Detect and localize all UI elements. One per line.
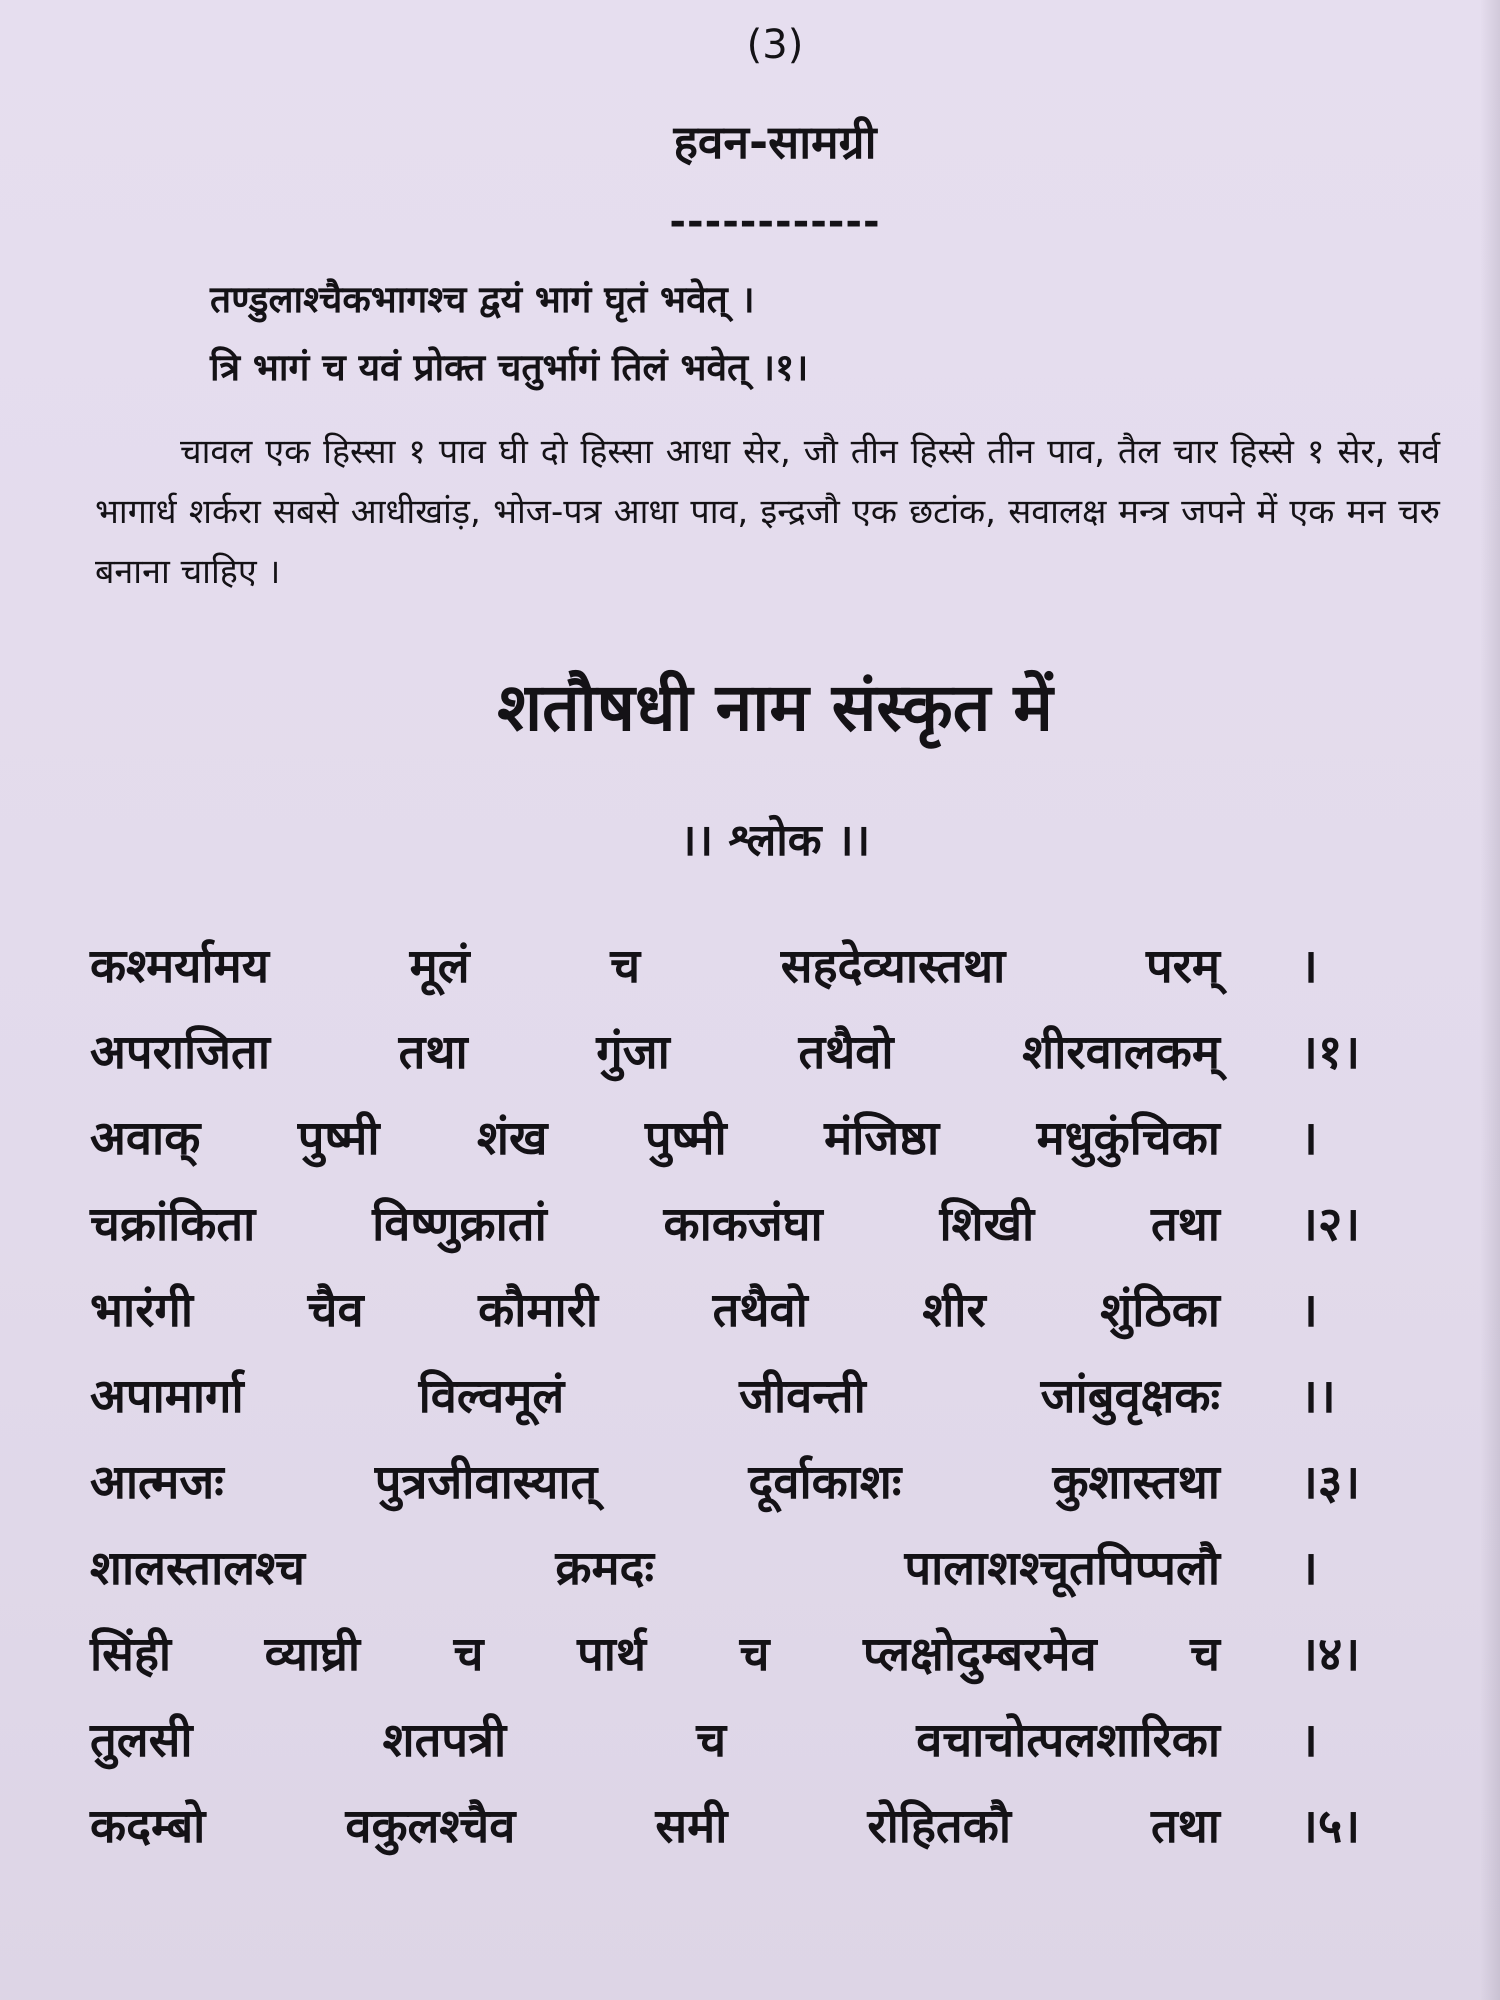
verse-text [90, 1276, 1220, 1340]
shloka-heading: ।। श्लोक ।। [679, 815, 871, 866]
verse-line [90, 1362, 1430, 1448]
verse-word: प्लक्षोदुम्बरमेव [862, 1627, 1097, 1682]
verse-word: मधुकुंचिका [1036, 1111, 1220, 1166]
verse-line [90, 1706, 1430, 1792]
short-shloka-line-2: त्रि भागं च यवं प्रोक्त चतुर्भागं तिलं भवेत् ।१। [210, 346, 809, 389]
verse-line [90, 1620, 1430, 1706]
verse-text [90, 1706, 1220, 1770]
verse-number-mark: । [1300, 1111, 1318, 1166]
verse-word: अवाक् [90, 1111, 201, 1166]
verse-word: वकुलश्चैव [345, 1799, 516, 1854]
verse-word: शतपत्री [382, 1713, 507, 1768]
verse-word: क्रमदः [555, 1541, 655, 1596]
verse-line [90, 1018, 1430, 1104]
verse-line [90, 932, 1430, 1018]
verse-text [90, 1620, 1220, 1684]
verse-number-mark: । [1300, 939, 1318, 994]
verse-word: जीवन्ती [739, 1369, 866, 1424]
verse-word: व्याघ्री [264, 1627, 361, 1682]
verse-word: सिंही [90, 1627, 172, 1682]
verse-line [90, 1448, 1430, 1534]
verse-word: पालाशश्चूतपिप्पलौ [904, 1541, 1220, 1596]
verse-word: वचाचोत्पलशारिका [916, 1713, 1220, 1768]
verse-line [90, 1534, 1430, 1620]
verse-word: च [1190, 1627, 1220, 1682]
verse-text [90, 1448, 1220, 1512]
page-edge-shadow [1480, 0, 1500, 2000]
verse-word: चैव [307, 1283, 364, 1338]
verse-number-mark: । [1300, 1713, 1318, 1768]
verse-text [90, 1362, 1220, 1426]
verse-word: च [739, 1627, 770, 1682]
verse-word: काकजंघा [663, 1197, 823, 1252]
verse-word: च [696, 1713, 727, 1768]
verse-text [90, 1104, 1220, 1168]
title-divider: ------------ [669, 199, 881, 245]
verse-number-mark: ।२। [1300, 1197, 1361, 1252]
verse-word: शीर [922, 1283, 986, 1338]
verse-number-mark: ।१। [1300, 1025, 1361, 1080]
verse-word: पुष्मी [644, 1111, 727, 1166]
verse-number-mark: ।४। [1300, 1627, 1361, 1682]
verse-word: शंख [477, 1111, 548, 1166]
verse-line [90, 1276, 1430, 1362]
verse-line [90, 1190, 1430, 1276]
page-number: (3) [746, 22, 804, 68]
main-heading: शतौषधी नाम संस्कृत में [497, 669, 1053, 746]
verse-word: आत्मजः [90, 1455, 224, 1510]
verse-number-mark: ।३। [1300, 1455, 1361, 1510]
verse-word: विल्वमूलं [418, 1369, 565, 1424]
verse-number-mark: । [1300, 1283, 1318, 1338]
verse-word: पार्थ [577, 1627, 646, 1682]
verse-word: मूलं [409, 939, 470, 994]
verse-word: कदम्बो [90, 1799, 206, 1854]
verse-text [90, 1190, 1220, 1254]
verse-word: दूर्वाकाशः [748, 1455, 902, 1510]
verse-word: पुष्मी [297, 1111, 380, 1166]
verse-number-mark: । [1300, 1541, 1318, 1596]
verse-word: अपराजिता [90, 1025, 271, 1080]
verse-text [90, 1534, 1220, 1598]
verse-word: शीरवालकम् [1022, 1025, 1220, 1080]
verse-word: च [610, 939, 641, 994]
section-title: हवन-सामग्री [673, 115, 877, 169]
verse-word: शुंठिका [1100, 1283, 1220, 1338]
verse-word: तथा [1150, 1799, 1220, 1854]
verse-word: तथैवो [798, 1025, 894, 1080]
verse-line [90, 1792, 1430, 1878]
verse-word: अपामार्गा [90, 1369, 244, 1424]
verse-word: भारंगी [90, 1283, 194, 1338]
verse-word: तुलसी [90, 1713, 193, 1768]
verse-word: पुत्रजीवास्यात् [374, 1455, 598, 1510]
short-shloka-line-1: तण्डुलाश्चैकभागश्च द्वयं भागं घृतं भवेत् । [210, 278, 755, 321]
verse-text [90, 1792, 1220, 1856]
verse-word: सहदेव्यास्तथा [780, 939, 1006, 994]
verse-word: कुशास्तथा [1052, 1455, 1220, 1510]
verse-word: शिखी [939, 1197, 1035, 1252]
verse-word: तथा [398, 1025, 468, 1080]
prose-paragraph: चावल एक हिस्सा १ पाव घी दो हिस्सा आधा सेर, जौ तीन हिस्से तीन पाव, तैल चार हिस्से १ सेर, सर्व भागार्ध शर्करा सबसे आधीखांड़, भोज-पत्र आधा पाव, इन्द्रजौ एक छटांक, सवालक्ष मन्त्र जपने में एक मन चरु बनाना चाहिए । [95, 432, 1440, 592]
verse-text [90, 1018, 1220, 1082]
verse-word: समी [655, 1799, 728, 1854]
verse-word: कश्मर्यामय [90, 939, 269, 994]
verse-number-mark: ।५। [1300, 1799, 1361, 1854]
verse-word: रोहितकौ [867, 1799, 1011, 1854]
verse-word: कौमारी [478, 1283, 599, 1338]
verse-word: तथैवो [712, 1283, 808, 1338]
verse-number-mark: ।। [1300, 1369, 1336, 1424]
verse-word: तथा [1150, 1197, 1220, 1252]
verse-word: शालस्तालश्च [90, 1541, 305, 1596]
verse-word: परम् [1145, 939, 1220, 994]
verse-word: च [453, 1627, 484, 1682]
verse-word: विष्णुक्रातां [372, 1197, 547, 1252]
verse-text [90, 932, 1220, 996]
verse-word: जांबुवृक्षकः [1040, 1369, 1220, 1424]
verse-word: चक्रांकिता [90, 1197, 256, 1252]
verse-list [90, 932, 1430, 1878]
verse-line [90, 1104, 1430, 1190]
verse-word: मंजिष्ठा [824, 1111, 940, 1166]
verse-word: गुंजा [596, 1025, 670, 1080]
